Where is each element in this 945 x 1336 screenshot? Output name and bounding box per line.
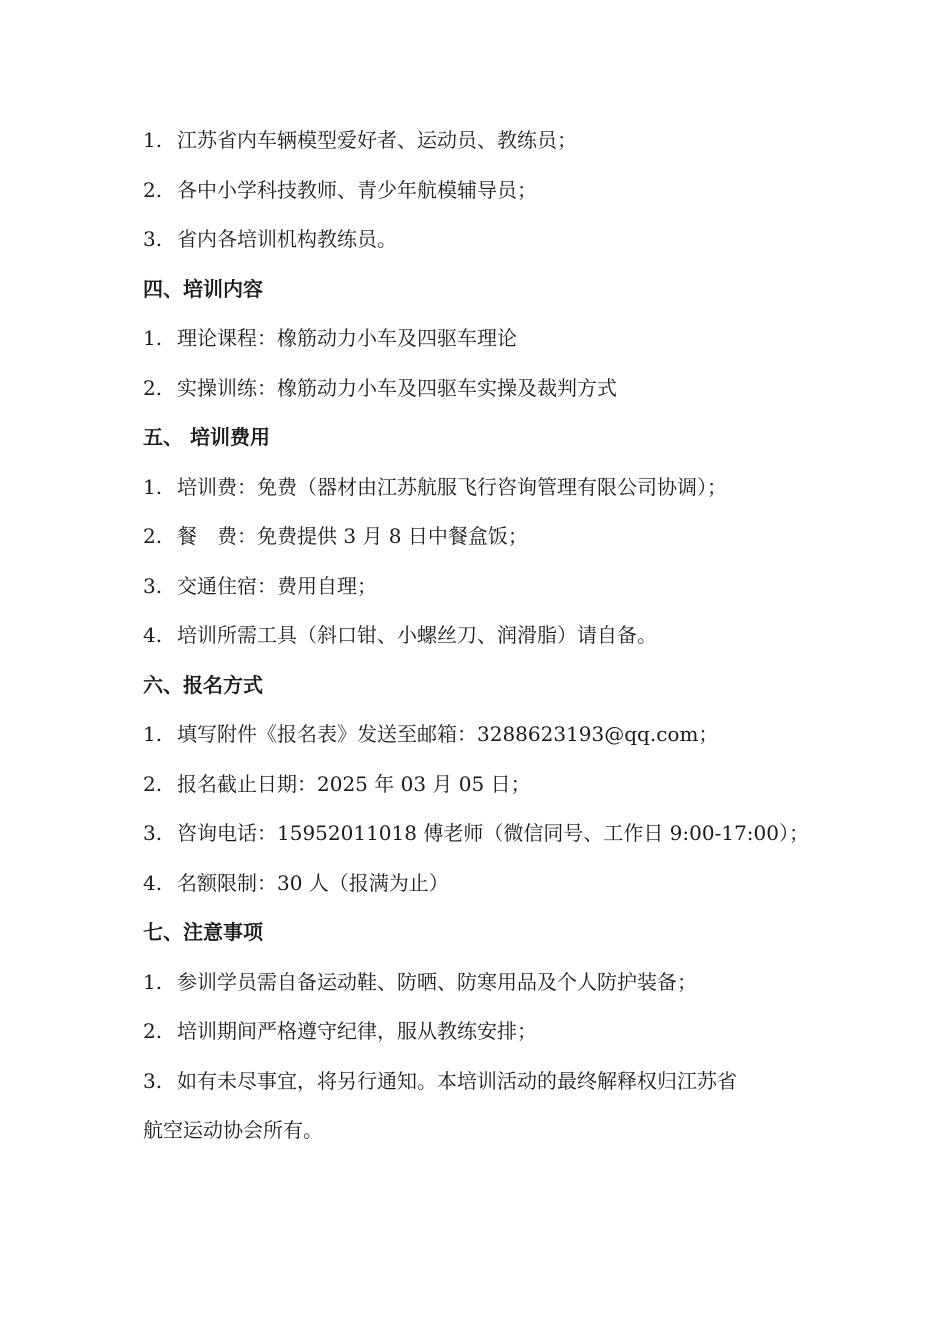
item-number: 1.: [143, 970, 163, 994]
section-heading-training-content: 四、培训内容: [143, 277, 263, 301]
list-item: [143, 869, 808, 897]
item-number: 2.: [143, 524, 163, 548]
item-number: 3.: [143, 574, 163, 598]
item-number: 1.: [143, 128, 163, 152]
item-text: 理论课程：橡筋动力小车及四驱车理论: [177, 326, 517, 350]
item-text: 实操训练：橡筋动力小车及四驱车实操及裁判方式: [177, 376, 617, 400]
list-item: [143, 720, 808, 748]
list-item: [143, 126, 808, 154]
list-item: [143, 770, 808, 798]
list-item: [143, 572, 808, 600]
list-item: [143, 374, 808, 402]
item-text: 省内各培训机构教练员。: [177, 227, 397, 251]
item-text: 咨询电话：15952011018 傅老师（微信同号、工作日 9:00-17:00）；: [177, 821, 809, 845]
list-item: [143, 225, 808, 253]
item-number: 3.: [143, 1069, 163, 1093]
item-number: 4.: [143, 871, 163, 895]
item-text: 江苏省内车辆模型爱好者、运动员、教练员；: [177, 128, 577, 152]
list-item: [143, 324, 808, 352]
item-text: 名额限制：30 人（报满为止）: [177, 871, 449, 895]
item-text: 各中小学科技教师、青少年航模辅导员；: [177, 178, 537, 202]
list-item: [143, 819, 808, 847]
item-number: 4.: [143, 623, 163, 647]
item-text: 填写附件《报名表》发送至邮箱：3288623193@qq.com；: [177, 722, 719, 746]
list-item: [143, 968, 808, 996]
list-item: [143, 1067, 808, 1095]
item-text: 培训所需工具（斜口钳、小螺丝刀、润滑脂）请自备。: [177, 623, 657, 647]
item-text: 培训期间严格遵守纪律，服从教练安排；: [177, 1019, 537, 1043]
item-number: 2.: [143, 1019, 163, 1043]
list-item: [143, 621, 808, 649]
item-number: 2.: [143, 178, 163, 202]
list-item: [143, 1017, 808, 1045]
item-number: 2.: [143, 772, 163, 796]
item-text: 报名截止日期：2025 年 03 月 05 日；: [177, 772, 531, 796]
list-item: [143, 522, 808, 550]
paragraph-continuation: 航空运动协会所有。: [143, 1118, 323, 1142]
item-number: 1.: [143, 722, 163, 746]
item-number: 1.: [143, 475, 163, 499]
item-text: 餐 费：免费提供 3 月 8 日中餐盒饭；: [177, 524, 528, 548]
item-text: 如有未尽事宜，将另行通知。本培训活动的最终解释权归江苏省: [177, 1069, 737, 1093]
item-text: 交通住宿：费用自理；: [177, 574, 377, 598]
item-text: 参训学员需自备运动鞋、防晒、防寒用品及个人防护装备；: [177, 970, 697, 994]
item-number: 3.: [143, 821, 163, 845]
list-item: [143, 176, 808, 204]
section-heading-notes: 七、注意事项: [143, 920, 263, 944]
section-heading-training-fees: 五、 培训费用: [143, 425, 270, 449]
item-text: 培训费：免费（器材由江苏航服飞行咨询管理有限公司协调）；: [177, 475, 727, 499]
item-number: 3.: [143, 227, 163, 251]
list-item: [143, 473, 808, 501]
item-number: 1.: [143, 326, 163, 350]
section-heading-registration: 六、报名方式: [143, 673, 263, 697]
item-number: 2.: [143, 376, 163, 400]
